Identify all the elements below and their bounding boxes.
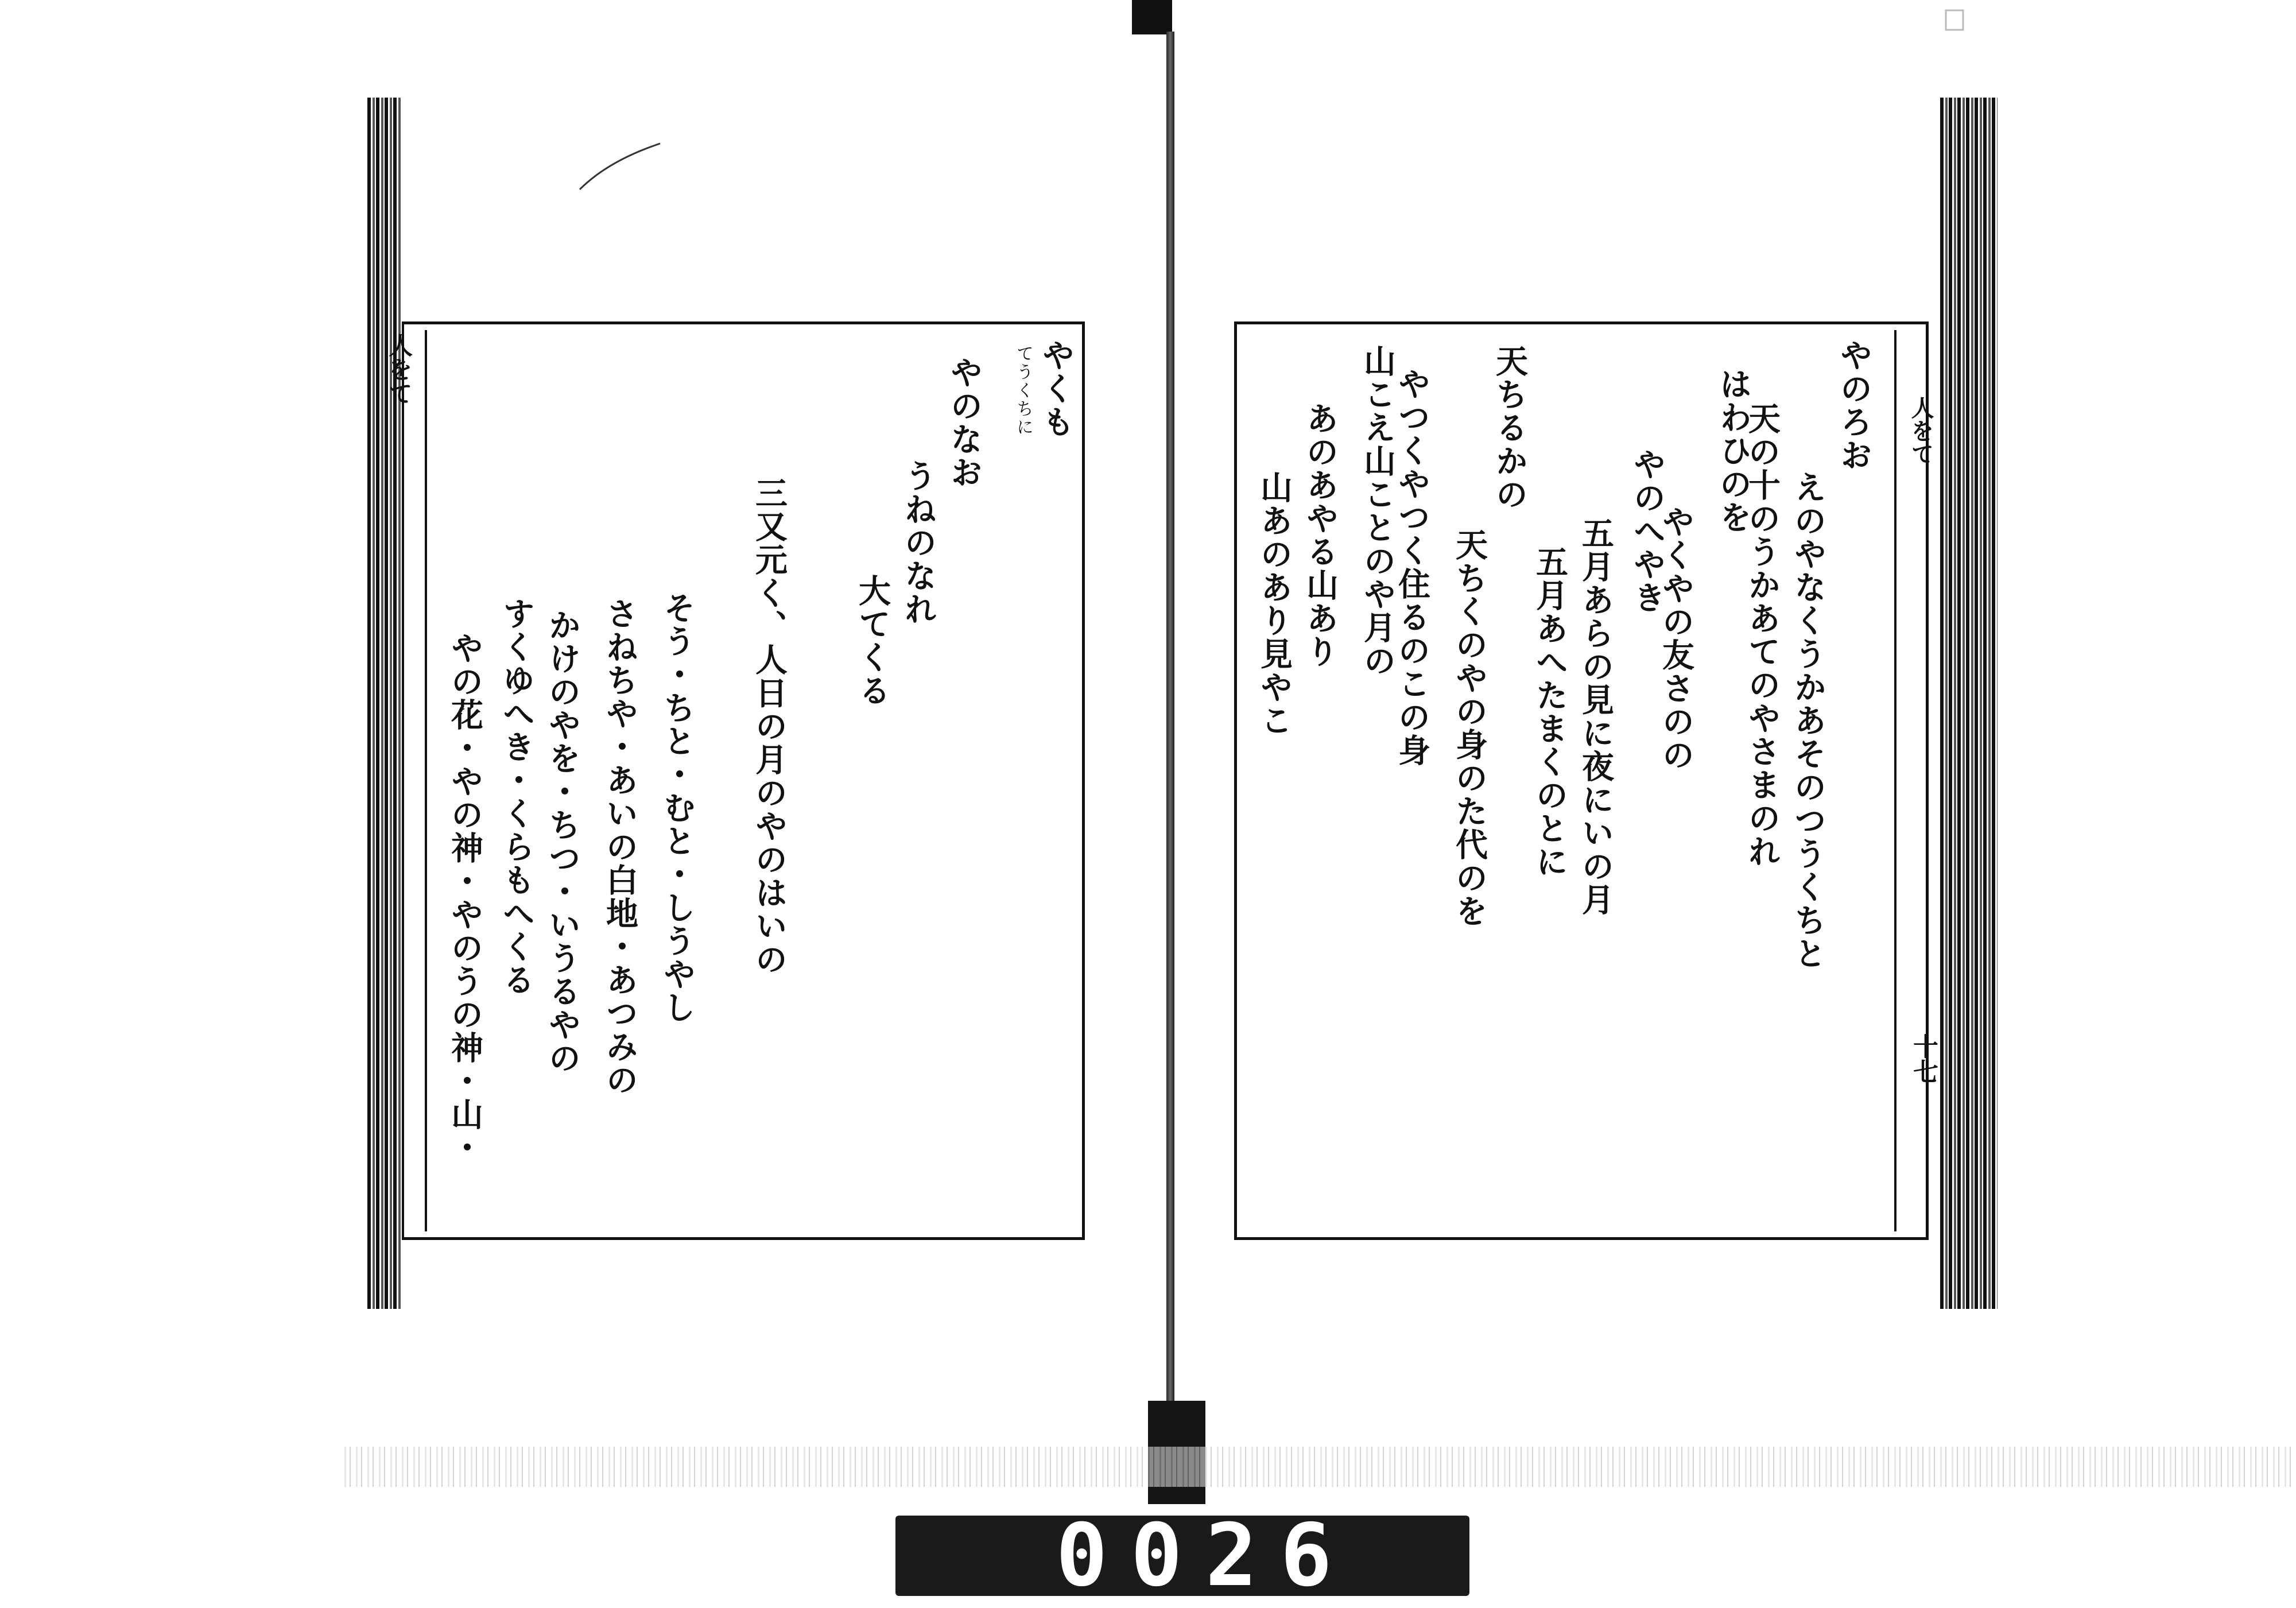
left-column-7: そう・ちと・むと・しうやし: [658, 591, 696, 1024]
left-column-4: うねのなれ: [899, 459, 937, 626]
right-column-5: やくやの友さのの: [1657, 505, 1695, 772]
right-margin-page-number: 十七: [1909, 1033, 1938, 1084]
right-column-7: 五月あらの見に夜にいの月: [1577, 517, 1615, 916]
left-margin-label: 人をて: [385, 333, 413, 405]
left-column-10: すくゆへき・くらもへくる: [498, 597, 536, 997]
left-frame-inner-rule: [425, 330, 427, 1231]
right-page-edge-stack: [1940, 98, 1998, 1309]
left-column-1: やくも: [1037, 339, 1075, 439]
left-column-9: かけのやを・ちつ・いうるやの: [544, 609, 581, 1075]
left-column-2: てうくちに: [1013, 344, 1033, 436]
right-column-6: やのへやき: [1628, 448, 1666, 614]
left-column-11: やの花・やの神・やのうの神・山・: [446, 631, 484, 1164]
right-column-14: 山あのあり見やこ: [1255, 471, 1293, 737]
scan-bottom-edge: [344, 1447, 2296, 1487]
right-column-9: 天ちるかの: [1491, 344, 1529, 511]
left-column-5: 大てくる: [854, 574, 891, 707]
right-column-11: やつくやつく住るのこの身: [1393, 367, 1431, 767]
right-column-12: 山こえ山ことのや月の: [1359, 344, 1397, 677]
right-column-8: 五月あへたまくのとに: [1531, 545, 1569, 878]
book-spine-rod: [1166, 32, 1174, 1484]
right-column-2: えのやなくうかあそのつうくちと: [1789, 471, 1827, 970]
right-column-10: 天ちくのやの身のた代のを: [1450, 528, 1488, 928]
left-column-8: さねちや・あいの白地・あつみの: [601, 597, 639, 1096]
binder-clip: [1132, 0, 1172, 34]
fold-crease-mark: [574, 138, 666, 195]
right-frame-inner-rule: [1894, 330, 1896, 1231]
right-column-4: はわひのを: [1715, 367, 1752, 534]
left-column-6: 三又元く、人日の月のやのはいの: [750, 476, 788, 976]
left-column-3: やのなお: [945, 356, 983, 489]
right-column-3: 天の十のうかあてのやさまのれ: [1743, 402, 1781, 868]
right-column-1: やのろお: [1835, 339, 1873, 472]
frame-counter-number: 0026: [1056, 1506, 1355, 1606]
right-title-tab: 人をて: [1907, 396, 1934, 465]
left-page-edge-stack: [367, 98, 402, 1309]
right-column-13: あのあやる山あり: [1301, 402, 1339, 668]
